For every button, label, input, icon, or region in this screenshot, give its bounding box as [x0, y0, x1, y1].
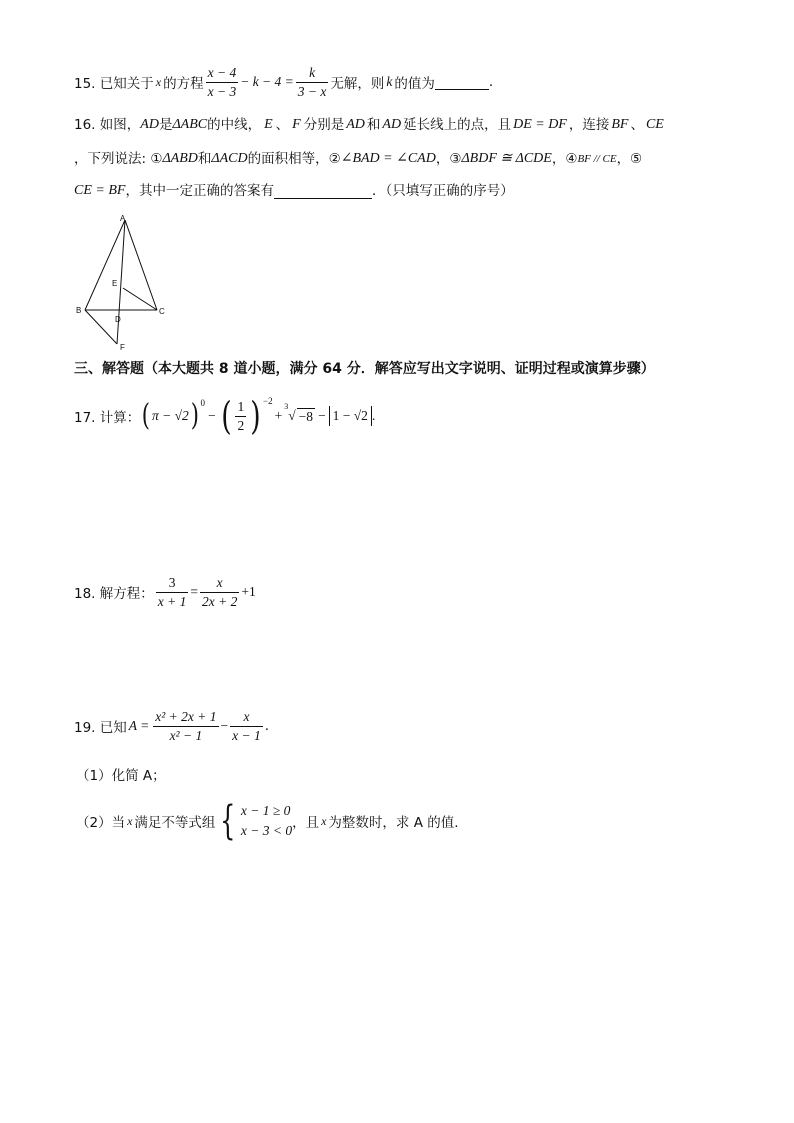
q19-f2-numerator: x — [230, 708, 263, 727]
q16-sep-2: 、 — [630, 117, 644, 133]
q17-exp-neg2: −2 — [263, 396, 273, 406]
q19-fraction-1 — [153, 708, 218, 745]
q16-answer-blank[interactable] — [274, 184, 372, 199]
question-19 — [74, 706, 269, 746]
q16-de-eq-df: DE = DF — [513, 117, 567, 132]
q15-var-k: k — [386, 74, 393, 89]
q15-minus-k: − k − 4 = — [240, 74, 294, 89]
q16-line-1 — [74, 114, 664, 136]
q17-plus: + — [274, 408, 283, 423]
segment-ab — [85, 220, 125, 310]
q19-part-1: （1）化简 A； — [76, 768, 166, 784]
q17-left-paren: ( — [142, 398, 151, 433]
q16-text-f: 延长线上的点，且 — [403, 117, 512, 133]
q19-fraction-2 — [230, 708, 263, 745]
q19-end: . — [264, 718, 270, 734]
q19-a-eq: A = — [128, 718, 150, 733]
label-f: F — [120, 343, 125, 352]
q16-seg-ad-3: AD — [382, 117, 402, 132]
q16-triangle-figure — [72, 212, 172, 352]
q17-term1: π − √2 — [151, 408, 189, 423]
q19-part2-var-x-2: x — [321, 813, 327, 828]
q17-half — [235, 398, 246, 435]
q18-f2-denominator: 2x + 2 — [202, 593, 238, 609]
q16-seg-bf: BF — [611, 117, 629, 132]
q16-text-3a: ，其中一定正确的答案有 — [125, 183, 274, 199]
q15-f2-denominator: 3 − x — [297, 83, 327, 99]
q15-fraction-2 — [296, 64, 329, 101]
q16-text-2d: ，③ — [435, 151, 462, 167]
q16-text-3b: ．（只填写正确的序号） — [371, 183, 514, 199]
q16-line-3 — [74, 180, 664, 202]
q17-cbrt-arg: −8 — [298, 408, 314, 424]
q15-tail: 的值为 — [394, 76, 435, 92]
q17-cbrt-index: 3 — [284, 402, 289, 411]
q16-text-2e: ，④ — [551, 151, 578, 167]
q19-part2-var-x: x — [127, 813, 133, 828]
q17-end: . — [371, 408, 376, 423]
q18-tail: +1 — [241, 584, 256, 599]
q18-f1-numerator: 3 — [156, 574, 189, 593]
segment-af — [117, 220, 125, 344]
segment-bf — [85, 310, 117, 344]
q16-text-c: 的中线， — [207, 117, 262, 133]
label-b: B — [76, 306, 82, 315]
q16-seg-ad: AD — [140, 117, 159, 132]
q15-f1-numerator: x − 4 — [206, 64, 239, 83]
segment-ce — [123, 288, 157, 310]
q16-seg-ad-2: AD — [346, 117, 365, 132]
q16-text-b: 是 — [158, 117, 173, 133]
q16-text-g: ，连接 — [568, 117, 610, 133]
question-18 — [74, 572, 256, 612]
q17-exp-0: 0 — [200, 398, 205, 408]
question-16 — [74, 114, 664, 202]
q16-seg-ce: CE — [645, 117, 664, 132]
q16-point-e: E — [264, 117, 273, 132]
section-3-heading: 三、解答题（本大题共 8 道小题，满分 64 分．解答应写出文字说明、证明过程或演算步骤） — [74, 361, 655, 377]
q17-absolute-value: 1 − √2 — [329, 406, 372, 426]
q17-half-denominator: 2 — [237, 417, 245, 433]
q17-half-numerator: 1 — [235, 398, 246, 417]
q16-text-a: 16. 如图， — [74, 117, 141, 133]
q19-left-brace: { — [220, 798, 236, 844]
q16-congruent: ΔBDF ≅ ΔCDE — [461, 151, 552, 166]
q19-inequality-system — [241, 801, 292, 841]
question-17 — [74, 394, 375, 438]
q19-part2-d: 为整数时，求 A 的值. — [328, 815, 459, 831]
segment-ac — [125, 220, 157, 310]
q17-minus-2: − — [318, 408, 326, 423]
label-d: D — [115, 315, 121, 324]
q15-fraction-1 — [206, 64, 239, 101]
q16-tri-abc: ΔABC — [172, 117, 208, 132]
q17-radical-sign: √ — [288, 408, 296, 423]
q19-part2-a: （2）当 — [76, 815, 126, 831]
q15-var-x: x — [155, 74, 162, 89]
label-e: E — [112, 279, 118, 288]
label-c: C — [159, 307, 165, 316]
q15-answer-blank[interactable] — [435, 75, 489, 90]
q17-prefix: 17. 计算： — [74, 410, 141, 426]
q19-f2-denominator: x − 1 — [232, 727, 261, 743]
q19-inequality-2: x − 3 < 0 — [240, 823, 293, 838]
q19-part-2 — [76, 798, 459, 844]
q18-f1-denominator: x + 1 — [157, 593, 187, 609]
q18-f2-numerator: x — [200, 574, 239, 593]
q17-minus: − — [208, 408, 216, 423]
q16-line-2 — [74, 148, 664, 170]
q16-sep-1: 、 — [275, 117, 290, 133]
q19-part2-b: 满足不等式组 — [134, 815, 216, 831]
q19-part2-c: ，且 — [292, 815, 320, 831]
q16-tri-abd: ΔABD — [162, 151, 198, 166]
q16-text-2f: ，⑤ — [616, 151, 643, 167]
q16-point-f: F — [292, 117, 301, 132]
q15-f1-denominator: x − 3 — [207, 83, 237, 99]
question-15 — [74, 62, 493, 102]
q16-tri-acd: ΔACD — [211, 151, 248, 166]
q19-prefix: 19. 已知 — [74, 720, 127, 736]
q19-f1-denominator: x² − 1 — [169, 727, 203, 743]
label-a: A — [120, 214, 126, 223]
q16-ce-eq-bf: CE = BF — [74, 183, 126, 198]
q16-text-d: 分别是 — [303, 117, 345, 133]
q17-right-paren: ) — [190, 398, 199, 433]
q16-angle-eq: ∠BAD = ∠CAD — [340, 151, 436, 166]
q15-mid: 的方程 — [163, 76, 204, 92]
q19-inequality-1: x − 1 ≥ 0 — [240, 803, 291, 818]
q15-after: 无解，则 — [330, 76, 385, 92]
q18-prefix: 18. 解方程： — [74, 586, 154, 602]
q18-fraction-2 — [200, 574, 239, 611]
q16-parallel: BF // CE — [577, 153, 617, 165]
q15-end: . — [488, 74, 494, 90]
q15-prefix: 15. 已知关于 — [74, 76, 154, 92]
q19-f1-numerator: x² + 2x + 1 — [153, 708, 218, 727]
q17-left-paren-2: ( — [220, 394, 232, 438]
q18-eq: = — [190, 584, 198, 599]
q17-right-paren-2: ) — [250, 394, 261, 438]
q19-minus: − — [220, 718, 229, 733]
q16-text-e: 和 — [366, 117, 381, 133]
q18-fraction-1 — [156, 574, 189, 611]
q16-text-2c: 的面积相等，② — [247, 151, 341, 167]
q15-f2-numerator: k — [296, 64, 329, 83]
q16-text-2a: ，下列说法: ① — [74, 151, 163, 167]
q16-text-2b: 和 — [197, 151, 212, 167]
